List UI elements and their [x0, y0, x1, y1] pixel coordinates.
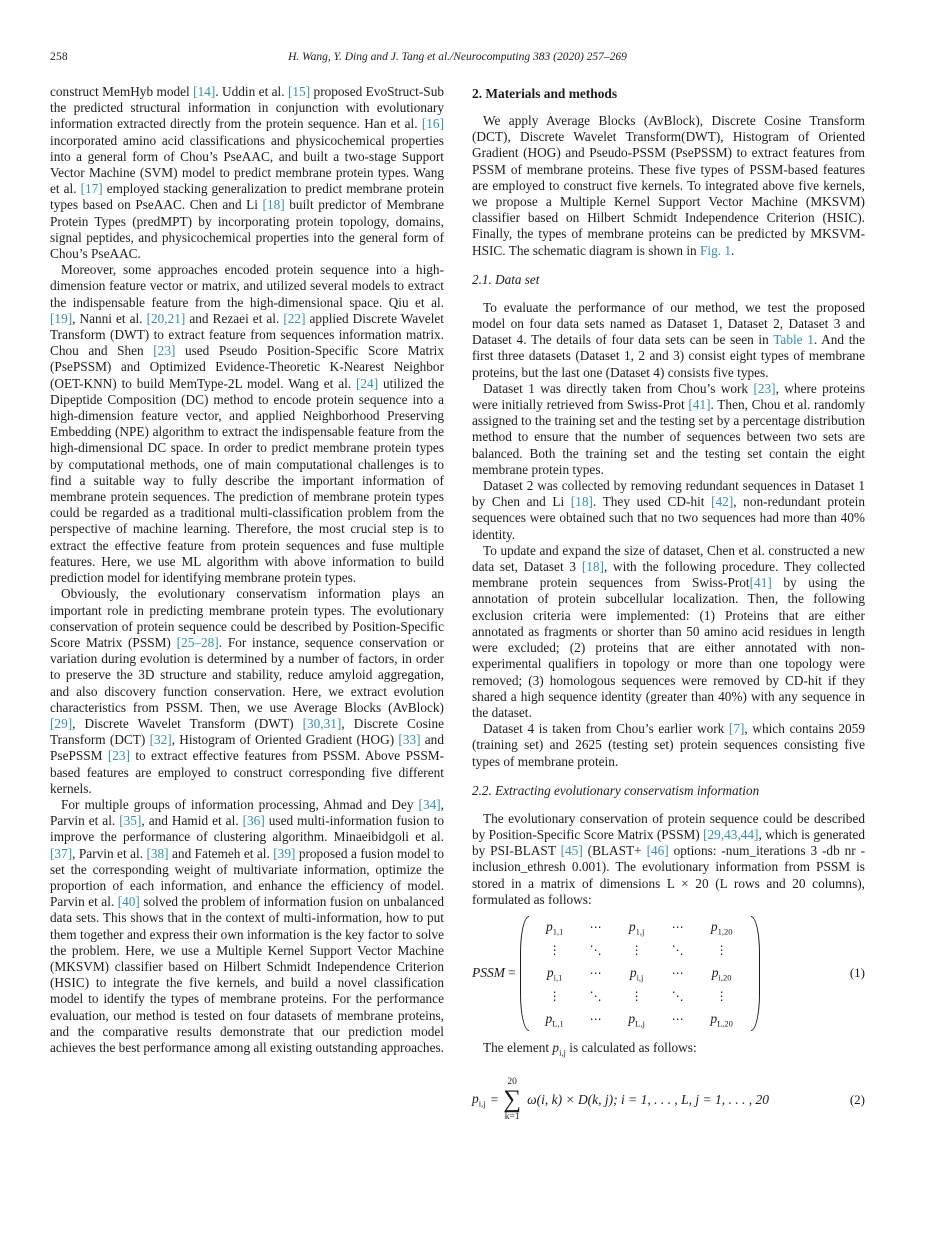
citation-link[interactable]: [7] — [728, 721, 745, 737]
matrix-cell: ⋮ — [548, 988, 561, 1003]
citation-link[interactable]: [37] — [50, 845, 73, 861]
equals-sign: = — [490, 1091, 499, 1107]
citation-link[interactable]: [46] — [646, 843, 669, 859]
citation-link[interactable]: [40] — [117, 894, 140, 910]
citation-link[interactable]: [20,21] — [146, 310, 186, 326]
matrix-cell: $p_{i,20}$ — [711, 964, 732, 983]
right-parenthesis — [751, 916, 760, 1031]
citation-link[interactable]: [45] — [560, 843, 583, 859]
matrix-cell: ⋱ — [589, 942, 602, 957]
matrix-cell: $p_{i,1}$ — [546, 964, 563, 983]
left-column — [50, 84, 444, 1123]
paragraph: Moreover, some approaches encoded protein sequence into a high-dimension feature vector or matrix, and utilized several models to extract the indispensable feature from the high-dimensional space. Qiu et al. [19], Nanni et al. [20,21] and Rezaei et al. [22] applied Discrete Wavelet Transform (DWT) to extract feature from sequences information matrix. Chou and Shen [23] used Pseudo Position-Specific Score Matrix (PsePSSM) and Optimized Evidence-Theoretic K-Nearest Neighbor (OET-KNN) to build MemType-2L model. Wang et al. [24] utilized the Dipeptide Composition (DC) method to encode protein sequence into a high-dimension feature vector, and applied Neighborhood Preserving Embedding (NPE) algorithm to extract the indispensable feature from the high-dimensional DC space. In order to predict membrane protein types by computational methods, one of main computational challenges is to find a suitable way to fully describe the important information of membrane protein sequences. The prediction of membrane protein types could be regarded as a traditional multi-classification problem from the perspective of machine learning. Therefore, the most crucial step is to extract the effective feature from protein sequences and fuse multiple features. Here, we use ML algorithm with above information to build prediction model for identifying membrane protein types. — [50, 262, 444, 586]
page-number: 258 — [50, 51, 68, 63]
equation-2 — [472, 1077, 865, 1123]
matrix-cell: $p_{1,1}$ — [545, 918, 564, 937]
running-title: H. Wang, Y. Ding and J. Tang et al./Neurocomputing 383 (2020) 257–269 — [288, 51, 627, 63]
citation-link[interactable]: [33] — [398, 732, 421, 748]
citation-link[interactable]: [41] — [688, 397, 711, 413]
element-line-sub: i,j — [559, 1047, 566, 1058]
citation-link[interactable]: [42] — [711, 494, 734, 510]
paragraph: We apply Average Blocks (AvBlock), Discrete Cosine Transform (DCT), Discrete Wavelet Transform(DWT), Histogram of Oriented Gradient (HOG) and Pseudo-PSSM (PsePSSM) to extract features from PSSM of membrane proteins. These five types of PSSM-based features are employed to construct five kernels. To integrated above five kernels, we propose a Multiple Kernel Support Vector Machine (MKSVM) classifier based on Hilbert Schmidt Independence Criterion (HSIC). Finally, the types of membrane proteins can be predicted by MKSVM-HSIC. The schematic diagram is shown in Fig. 1. — [472, 113, 865, 258]
methods-paragraphs — [472, 113, 865, 259]
matrix-cell: $p_{1,j}$ — [628, 918, 645, 937]
citation-link[interactable]: [41] — [749, 575, 772, 591]
matrix-cell: ⋯ — [589, 1011, 602, 1026]
citation-link[interactable]: [18] — [262, 197, 285, 213]
subsection-heading-extracting: 2.2. Extracting evolutionary conservatism information — [472, 782, 760, 798]
equation-2-number: (2) — [849, 1091, 865, 1107]
citation-link[interactable]: [24] — [355, 375, 379, 391]
matrix-cell: ⋯ — [589, 965, 602, 980]
citation-link[interactable]: [23] — [107, 748, 130, 764]
paragraph: To update and expand the size of dataset, Chen et al. constructed a new data set, Dataset 3 [18], with the following procedure. They collected membrane protein sequences from Swiss-Prot[41] by using the annotation of protein subcellular localization. Then, the following exclusion criteria were implemented: (1) Proteins that are either annotated as fragments or shorter than 50 amino acid residues in length were excluded; (2) proteins that are either annotated with non-experimental qualifiers in topology or more than one topology were removed; (3) homologous sequences were removed by CD-hit if they shared a high sequence identity (greater than 40%) with any sequence in the dataset. — [472, 542, 865, 720]
section-heading-materials-methods: 2. Materials and methods — [472, 86, 618, 101]
citation-link[interactable]: [18] — [570, 494, 593, 510]
citation-link[interactable]: [17] — [80, 181, 103, 197]
matrix-cell: ⋮ — [715, 988, 728, 1003]
matrix-cell: $p_{L,j}$ — [628, 1010, 645, 1029]
data-set-paragraphs — [472, 300, 865, 770]
citation-link[interactable]: [34] — [418, 796, 441, 812]
matrix-cell: ⋯ — [671, 1011, 684, 1026]
citation-link[interactable]: [14] — [193, 84, 216, 99]
equation-2-lhs: $p_{i,j}$ — [472, 1090, 486, 1109]
citation-link[interactable]: [32] — [149, 732, 172, 748]
page-header — [50, 51, 865, 67]
citation-link[interactable]: [35] — [119, 813, 142, 829]
matrix-cell: ⋮ — [630, 988, 643, 1003]
sum-upper-limit: 20 — [507, 1076, 517, 1087]
citation-link[interactable]: [25–28] — [176, 634, 219, 650]
matrix-cell: ⋯ — [671, 965, 684, 980]
citation-link[interactable]: Fig. 1 — [699, 242, 732, 258]
matrix-cell: ⋮ — [715, 942, 728, 957]
citation-link[interactable]: [15] — [287, 84, 311, 99]
citation-link[interactable]: [36] — [242, 813, 265, 829]
equation-1 — [472, 916, 865, 1031]
right-column — [472, 84, 865, 1123]
matrix-cell: $p_{L,1}$ — [545, 1010, 564, 1029]
two-column-body — [50, 84, 865, 1123]
equation-1-number: (1) — [849, 965, 865, 981]
citation-link[interactable]: [16] — [421, 116, 444, 132]
paragraph: To evaluate the performance of our method, we test the proposed model on four data sets named as Dataset 1, Dataset 2, Dataset 3 and Dataset 4. The details of four data sets can be seen in Table 1. And the first three datasets (Dataset 1, 2 and 3) consist eight types of membrane proteins, but the last one (Dataset 4) consists five types. — [472, 299, 865, 380]
matrix-cell: ⋯ — [589, 919, 602, 934]
equation-2-rhs: ω(i, k) × D(k, j); i = 1, . . . , L, j = 1, . . . , 20 — [527, 1091, 770, 1107]
matrix-cell: ⋱ — [671, 988, 684, 1003]
subsection-heading-data-set: 2.1. Data set — [472, 271, 540, 287]
element-definition-line — [472, 1040, 865, 1061]
extracting-paragraphs — [472, 811, 865, 908]
paragraph: Dataset 1 was directly taken from Chou’s work [23], where proteins were initially retrieved from Swiss-Prot [41]. Then, Chou et al. randomly assigned to the training set and the testing set by a percentage distribution method to ensure that the number of sequences between two sets are balanced. Both the training set and the testing set contain the eight membrane protein types. — [472, 380, 865, 477]
citation-link[interactable]: [29,43,44] — [703, 826, 759, 842]
citation-link[interactable]: [39] — [273, 845, 296, 861]
matrix-cell: ⋯ — [671, 919, 684, 934]
citation-link[interactable]: [19] — [50, 310, 73, 326]
equation-1-lhs: PSSM — [472, 965, 505, 981]
element-line-var: p — [552, 1039, 560, 1055]
left-parenthesis — [520, 916, 529, 1031]
matrix-cell: ⋱ — [589, 988, 602, 1003]
pssm-matrix — [520, 916, 760, 1031]
paragraph: construct MemHyb model [14]. Uddin et al. [15] proposed EvoStruct-Sub the predicted structural information in conjunction with evolutionary information extracted directly from the protein sequence. Han et al. [16] incorporated amino acid classifications and physicochemical properties into a general form of Chou’s PseAAC, and built a two-stage Support Vector Machine (SVM) model to predict membrane protein types. Wang et al. [17] employed stacking generalization to predict membrane protein types based on PseAAC. Chen and Li [18] built predictor of Membrane Protein Types (predMPT) by incorporating protein topology, domains, signal peptides, and physicochemical properties into the general form of Chou’s PseAAC. — [50, 84, 445, 262]
citation-link[interactable]: [29] — [50, 715, 73, 731]
sum-lower-limit: k=1 — [504, 1111, 520, 1122]
citation-link[interactable]: [30,31] — [302, 715, 342, 731]
element-line-post: is calculated as follows: — [565, 1039, 697, 1055]
sigma-icon: ∑ — [503, 1085, 522, 1113]
matrix-cell: $p_{1,20}$ — [710, 918, 733, 937]
matrix-cell: ⋮ — [548, 942, 561, 957]
paragraph: For multiple groups of information processing, Ahmad and Dey [34], Parvin et al. [35], and Hamid et al. [36] used multi-information fusion to improve the performance of clustering algorithm. Minaeibidgoli et al. [37], Parvin et al. [38] and Fatemeh et al. [39] proposed a fusion model to set the corresponding weight of multivariate information, optimize the proportion of each information, and enhance the efficiency of model. Parvin et al. [40] solved the problem of information fusion on unbalanced data sets. This shows that in the context of multi-information, how to put them together and express their own information is the key factor to solve the problem. Here, we use a Multiple Kernel Support Vector Machine (MKSVM) classifier based on Hilbert Schmidt Independence Criterion (HSIC) to integrate the five kernels, and build a novel classification model to identify the types of membrane proteins. For the performance evaluation, our method is tested on four datasets of membrane proteins, and the comparative results demonstrate that our prediction model achieves the best performance among all existing outstanding approaches. — [50, 796, 445, 1055]
paragraph: Dataset 2 was collected by removing redundant sequences in Dataset 1 by Chen and Li [18]. They used CD-hit [42], non-redundant protein sequences were obtained such that no two sequences had more than 40% identity. — [472, 478, 865, 542]
element-line-pre: The element — [483, 1039, 553, 1055]
matrix-cell: $p_{i,j}$ — [629, 964, 644, 983]
matrix-grid — [529, 916, 751, 1031]
citation-link[interactable]: [38] — [146, 845, 169, 861]
summation-symbol — [503, 1077, 521, 1123]
paragraph: The evolutionary conservation of protein sequence could be described by Position-Specific Score Matrix (PSSM) [29,43,44], which is generated by PSI-BLAST [45] (BLAST+ [46] options: -num_iterations 3 -db nr -inclusion_ethresh 0.001). The evolutionary information from PSSM is stored in a matrix of dimensions L × 20 (L rows and 20 columns), formulated as follows: — [472, 810, 865, 907]
paragraph: Dataset 4 is taken from Chou’s earlier work [7], which contains 2059 (training set) and 2625 (testing set) protein sequences consisting five types of membrane protein. — [472, 721, 865, 769]
equals-sign: = — [508, 965, 516, 981]
paragraph: Obviously, the evolutionary conservatism information plays an important role in predicting membrane protein types. The evolutionary conservation of protein sequence could be described by Position-Specific Score Matrix (PSSM) [25–28]. For instance, sequence conservation or variation during evolution is determined by a number of factors, in order to preserve the 3D structure and stability, reduce amyloid aggregation, and also discovery function conservation. Here, we extract evolution characteristics from PSSM. Then, we use Average Blocks (AvBlock) [29], Discrete Wavelet Transform (DWT) [30,31], Discrete Cosine Transform (DCT) [32], Histogram of Oriented Gradient (HOG) [33] and PsePSSM [23] to extract effective features from PSSM. Above PSSM-based features are employed to construct corresponding five different kernels. — [50, 586, 444, 796]
citation-link[interactable]: [23] — [753, 380, 776, 396]
matrix-cell: $p_{L,20}$ — [710, 1010, 733, 1029]
citation-link[interactable]: [23] — [153, 343, 176, 359]
matrix-cell: ⋱ — [671, 942, 684, 957]
matrix-cell: ⋮ — [630, 942, 643, 957]
citation-link[interactable]: [22] — [283, 310, 306, 326]
citation-link[interactable]: Table 1 — [773, 332, 814, 348]
citation-link[interactable]: [18] — [581, 559, 604, 575]
